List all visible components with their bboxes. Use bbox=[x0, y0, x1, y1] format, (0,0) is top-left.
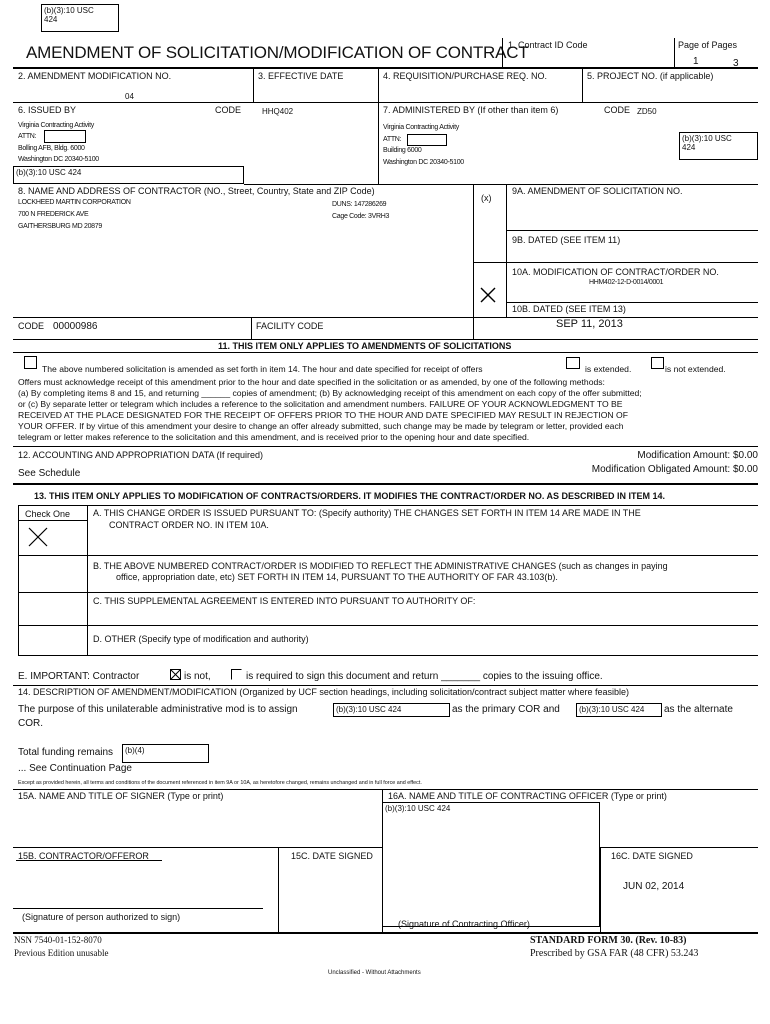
classification-footer: Unclassified - Without Attachments bbox=[328, 970, 421, 976]
contractor-line: GAITHERSBURG MD 20879 bbox=[18, 223, 102, 230]
field-10a-label: 10A. MODIFICATION OF CONTRACT/ORDER NO. bbox=[512, 267, 719, 277]
section-14-text: as the primary COR and bbox=[452, 704, 560, 715]
section-13-header: 13. THIS ITEM ONLY APPLIES TO MODIFICATION OF CONTRACTS/ORDERS. IT MODIFIES THE CONTRACT/ORDER NO. AS DESCRIBED IN ITEM 14. bbox=[34, 491, 666, 501]
field-3-label: 3. EFFECTIVE DATE bbox=[258, 71, 344, 81]
except-text: Except as provided herein, all terms and conditions of the document referenced in item 9A or 10A, as heretofore changed, remains unchanged and in full force and effect. bbox=[18, 780, 422, 786]
field-6-line: Washington DC 20340-5100 bbox=[18, 156, 99, 163]
field-6-line: ATTN: bbox=[18, 133, 37, 140]
divider bbox=[378, 102, 379, 184]
code-label: CODE bbox=[18, 321, 45, 331]
section-11-line: Offers must acknowledge receipt of this amendment prior to the hour and date specified in the solicitation or as amended, by one of the following methods: bbox=[18, 377, 605, 387]
rule bbox=[244, 184, 758, 185]
divider bbox=[473, 317, 474, 339]
field-6-code: HHQ402 bbox=[262, 107, 294, 116]
rule bbox=[18, 625, 758, 626]
section-13a-text: A. THIS CHANGE ORDER IS ISSUED PURSUANT TO: (Specify authority) THE CHANGES SET FORTH IN ITEM 14 ARE MADE IN THE bbox=[93, 508, 641, 518]
field-7-code-label: CODE bbox=[604, 105, 631, 115]
field-7-redaction-box: (b)(3):10 USC 424 bbox=[679, 132, 758, 160]
extended-checkbox[interactable] bbox=[566, 357, 580, 369]
rule bbox=[16, 860, 162, 861]
contractor-line: 700 N FREDERICK AVE bbox=[18, 211, 89, 218]
divider bbox=[502, 38, 503, 67]
x-column-label: (x) bbox=[481, 193, 492, 203]
divider bbox=[378, 67, 379, 102]
section-13d-text: D. OTHER (Specify type of modification and authority) bbox=[93, 634, 309, 644]
rule bbox=[600, 847, 758, 848]
section-11-line: RECEIVED AT THE PLACE DESIGNATED FOR THE RECEIPT OF OFFERS PRIOR TO THE HOUR AND DATE SPECIFIED MAY RESULT IN REJECTION OF bbox=[18, 410, 628, 420]
section-13b-text: B. THE ABOVE NUMBERED CONTRACT/ORDER IS MODIFIED TO REFLECT THE ADMINISTRATIVE CHANGES (such as changes in paying bbox=[93, 561, 668, 571]
section-12-value: See Schedule bbox=[18, 468, 81, 479]
is-required-checkbox[interactable] bbox=[231, 669, 242, 680]
field-6-redaction-box: (b)(3):10 USC 424 bbox=[13, 166, 244, 184]
section-14-text: COR. bbox=[18, 718, 43, 729]
not-extended-checkbox[interactable] bbox=[651, 357, 664, 369]
section-11-text: The above numbered solicitation is amended as set forth in item 14. The hour and date specified for receipt of offers bbox=[42, 364, 483, 374]
section-13c-text: C. THIS SUPPLEMENTAL AGREEMENT IS ENTERED INTO PURSUANT TO AUTHORITY OF: bbox=[93, 596, 476, 606]
divider bbox=[278, 847, 279, 932]
section-14-label: 14. DESCRIPTION OF AMENDMENT/MODIFICATION (Organized by UCF section headings, including solicitation/contract subject matter where feasible) bbox=[18, 687, 630, 697]
signature-person-label: (Signature of person authorized to sign) bbox=[22, 912, 181, 922]
divider bbox=[251, 317, 252, 339]
nsn-number: NSN 7540-01-152-8070 bbox=[14, 935, 102, 945]
field-9b-label: 9B. DATED (SEE ITEM 11) bbox=[512, 235, 621, 245]
rule bbox=[13, 932, 758, 934]
standard-form: STANDARD FORM 30. (Rev. 10-83) bbox=[530, 935, 687, 946]
divider bbox=[582, 67, 583, 102]
rule bbox=[13, 847, 382, 848]
field-2-value: 04 bbox=[125, 92, 134, 101]
field-7-line: Building 6000 bbox=[383, 147, 422, 154]
rule bbox=[13, 789, 758, 790]
rule bbox=[13, 317, 758, 318]
divider bbox=[674, 38, 675, 67]
field-7-line: Washington DC 20340-5100 bbox=[383, 159, 464, 166]
contractor-duns: DUNS: 147286269 bbox=[332, 201, 387, 208]
facility-code-label: FACILITY CODE bbox=[256, 321, 324, 331]
alternate-cor-redaction: (b)(3):10 USC 424 bbox=[576, 703, 662, 717]
divider bbox=[87, 505, 88, 655]
rule bbox=[473, 262, 758, 263]
is-required-label: is required to sign this document and return _______ copies to the issuing office. bbox=[246, 671, 603, 682]
section-11-line: (a) By completing items 8 and 15, and returning ______ copies of amendment; (b) By acknowledging receipt of this amendment on each copy of the offer submitted; bbox=[18, 388, 642, 398]
rule bbox=[13, 352, 758, 353]
see-continuation-page: ... See Continuation Page bbox=[18, 763, 132, 774]
field-7-line: Virginia Contracting Activity bbox=[383, 124, 459, 131]
total-funding-text: Total funding remains bbox=[18, 747, 114, 758]
field-6-line: Virginia Contracting Activity bbox=[18, 122, 94, 129]
divider bbox=[600, 847, 601, 932]
signature-officer-label: (Signature of Contracting Officer) bbox=[398, 919, 530, 929]
section-11-line: YOUR OFFER. If by virtue of this amendment your desire to change an offer already submitted, such change may be made by telegram or letter, provided each bbox=[18, 421, 624, 431]
important-label: E. IMPORTANT: Contractor bbox=[18, 671, 140, 682]
field-8-label: 8. NAME AND ADDRESS OF CONTRACTOR (NO., Street, Country, State and ZIP Code) bbox=[18, 186, 375, 196]
code-value: 00000986 bbox=[53, 321, 98, 332]
section-11-line: or (c) By separate letter or telegram which includes a reference to the solicitation and amendment numbers. FAILURE OF YOUR ACKNOWLEDGMENT TO BE bbox=[18, 399, 623, 409]
field-9a-label: 9A. AMENDMENT OF SOLICITATION NO. bbox=[512, 186, 683, 196]
rule bbox=[18, 592, 758, 593]
field-7-attn-redaction bbox=[407, 134, 447, 146]
field-15c-label: 15C. DATE SIGNED bbox=[291, 851, 373, 861]
contractor-line: LOCKHEED MARTIN CORPORATION bbox=[18, 199, 131, 206]
field-4-label: 4. REQUISITION/PURCHASE REQ. NO. bbox=[383, 71, 548, 81]
title-bottom-rule bbox=[13, 67, 758, 69]
check-x-mark-icon bbox=[28, 527, 48, 547]
rule bbox=[506, 230, 758, 231]
top-redaction-box: (b)(3):10 USC 424 bbox=[41, 4, 119, 32]
rule bbox=[18, 505, 758, 506]
section-14-text: as the alternate bbox=[664, 704, 733, 715]
field-10a-value: HHM402-12-D-0014/0001 bbox=[589, 279, 664, 286]
field-2-label: 2. AMENDMENT MODIFICATION NO. bbox=[18, 71, 172, 81]
field-16c-value: JUN 02, 2014 bbox=[623, 881, 685, 892]
rule bbox=[13, 339, 758, 340]
previous-edition: Previous Edition unusable bbox=[14, 948, 109, 958]
section-13a-text: CONTRACT ORDER NO. IN ITEM 10A. bbox=[109, 520, 269, 530]
rule bbox=[18, 655, 758, 656]
field-16c-label: 16C. DATE SIGNED bbox=[611, 851, 693, 861]
page-number: 1 bbox=[693, 56, 699, 67]
section-11-header: 11. THIS ITEM ONLY APPLIES TO AMENDMENTS OF SOLICITATIONS bbox=[218, 341, 512, 351]
page-total: 3 bbox=[733, 58, 739, 69]
field-7-label: 7. ADMINISTERED BY (If other than item 6) bbox=[383, 105, 559, 115]
rule bbox=[18, 555, 758, 556]
section-12-label: 12. ACCOUNTING AND APPROPRIATION DATA (If required) bbox=[18, 450, 264, 460]
divider bbox=[506, 184, 507, 317]
field-6-attn-redaction bbox=[44, 130, 86, 143]
form-title: AMENDMENT OF SOLICITATION/MODIFICATION OF CONTRACT bbox=[26, 43, 529, 62]
field-6-code-label: CODE bbox=[215, 105, 242, 115]
contractor-cage-code: Cage Code: 3VRH3 bbox=[332, 213, 390, 220]
field-7-code: ZD50 bbox=[637, 107, 657, 116]
rule bbox=[13, 483, 758, 485]
page-of-pages-label: Page of Pages bbox=[678, 40, 738, 50]
rule bbox=[13, 685, 758, 686]
section-13b-text: office, appropriation date, etc) SET FORTH IN ITEM 14, PURSUANT TO THE AUTHORITY OF FAR 43.103(b). bbox=[116, 572, 558, 582]
prescribed-by: Prescribed by GSA FAR (48 CFR) 53.243 bbox=[530, 948, 699, 959]
is-not-checkbox-checked[interactable] bbox=[170, 669, 181, 680]
field-7-line: ATTN: bbox=[383, 136, 402, 143]
section-14-text: The purpose of this unilaterable administrative mod is to assign bbox=[18, 704, 298, 715]
primary-cor-redaction: (b)(3):10 USC 424 bbox=[333, 703, 450, 717]
divider bbox=[253, 67, 254, 102]
field-16a-label: 16A. NAME AND TITLE OF CONTRACTING OFFICER (Type or print) bbox=[388, 791, 667, 801]
divider bbox=[18, 505, 19, 655]
field-15a-label: 15A. NAME AND TITLE OF SIGNER (Type or print) bbox=[18, 791, 224, 801]
field-10b-value: SEP 11, 2013 bbox=[556, 318, 623, 330]
modification-obligated-amount: Modification Obligated Amount: $0.00 bbox=[591, 464, 758, 475]
contract-id-code-label: 1. Contract ID Code bbox=[508, 40, 588, 50]
field-6-label: 6. ISSUED BY bbox=[18, 105, 77, 115]
is-not-label: is not, bbox=[184, 671, 211, 682]
divider bbox=[473, 184, 474, 317]
field-6-line: Bolling AFB, Bldg. 6000 bbox=[18, 145, 85, 152]
contracting-officer-redaction: (b)(3):10 USC 424 bbox=[382, 802, 600, 927]
solicitation-amended-checkbox[interactable] bbox=[24, 356, 37, 369]
check-one-label: Check One bbox=[25, 509, 71, 519]
field-5-label: 5. PROJECT NO. (if applicable) bbox=[587, 71, 714, 81]
field-10b-label: 10B. DATED (SEE ITEM 13) bbox=[512, 304, 626, 314]
rule bbox=[13, 908, 263, 909]
rule bbox=[506, 302, 758, 303]
not-extended-label: is not extended. bbox=[665, 364, 726, 374]
total-funding-redaction: (b)(4) bbox=[122, 744, 209, 763]
rule bbox=[13, 446, 758, 447]
x-mark-icon bbox=[480, 287, 496, 303]
field-15b-label: 15B. CONTRACTOR/OFFEROR bbox=[18, 851, 149, 861]
rule bbox=[13, 102, 758, 103]
rule bbox=[18, 520, 87, 521]
section-11-line: telegram or letter makes reference to the solicitation and this amendment, and is received prior to the opening hour and date specified. bbox=[18, 432, 530, 442]
modification-amount: Modification Amount: $0.00 bbox=[637, 450, 758, 461]
extended-label: is extended. bbox=[585, 364, 632, 374]
